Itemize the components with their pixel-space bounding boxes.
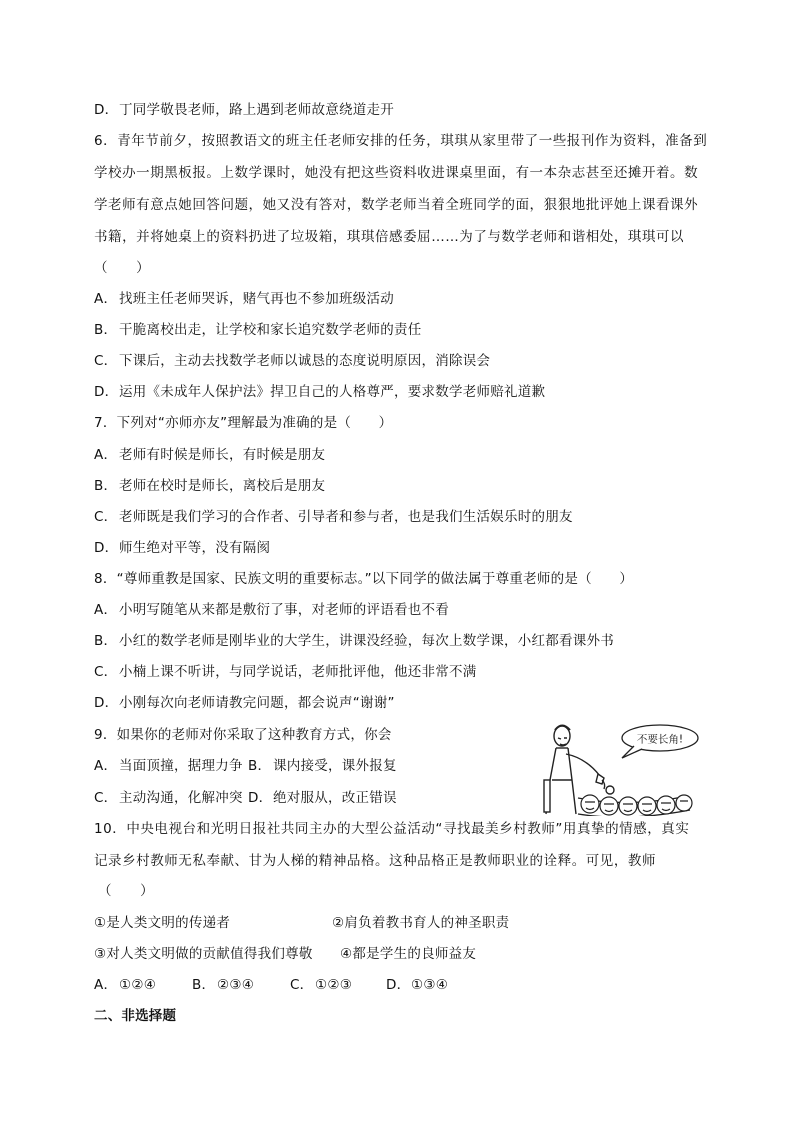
q7-option-b — [94, 477, 325, 495]
q6-stem-line: 学老师有意点她回答问题，她又没有答对，数学老师当着全班同学的面，狠狠地批评她上课看课外 — [94, 197, 699, 213]
option-label: D． — [94, 695, 119, 711]
section-title: 二、非选择题 — [94, 1008, 177, 1024]
option-text: 主动沟通，化解冲突 — [119, 790, 243, 806]
statement: ②肩负着教书育人的神圣职责 — [332, 915, 510, 931]
option-label: A． — [94, 977, 118, 993]
q10-stem-line: 记录乡村教师无私奉献、甘为人梯的精神品格。这种品格正是教师职业的诠释。可见，教师 — [94, 853, 656, 869]
option-text: ①③④ — [411, 977, 449, 993]
q10-stem-line: 10．中央电视台和光明日报社共同主办的大型公益活动“寻找最美乡村教师”用真挚的情感，真实 — [94, 821, 690, 837]
option-label: A． — [94, 758, 118, 774]
option-text: 丁同学敬畏老师，路上遇到老师故意绕道走开 — [119, 102, 394, 118]
option-label: B． — [94, 322, 118, 338]
option-label: B． — [94, 633, 118, 649]
q10-answer-blank: （ ） — [98, 883, 155, 899]
q6-stem-line: 学校办一期黑板报。上数学课时，她没有把这些资料收进课桌里面，有一本杂志甚至还摊开着。数 — [94, 165, 699, 181]
option-text: 老师既是我们学习的合作者、引导者和参与者，也是我们生活娱乐时的朋友 — [119, 509, 573, 525]
q9-option-b — [248, 757, 397, 775]
q8-option-d — [94, 694, 395, 712]
q6-answer-blank: （ ） — [94, 260, 151, 276]
q9-option-d — [248, 789, 397, 807]
q7-option-c — [94, 508, 573, 526]
teacher-cartoon-illustration — [538, 718, 700, 816]
option-text: 小楠上课不听讲，与同学说话，老师批评他，他还非常不满 — [119, 664, 477, 680]
q6-stem-line: 6．青年节前夕，按照教语文的班主任老师安排的任务，琪琪从家里带了一些报刊作为资料，准备到 — [94, 133, 708, 149]
q10-statements-row-1 — [94, 914, 510, 932]
option-label: D． — [94, 384, 119, 400]
option-label: C． — [94, 509, 118, 525]
cartoon-caption: 不要长角! — [636, 733, 684, 746]
q9-stem: 9．如果你的老师对你采取了这种教育方式，你会 — [94, 727, 392, 743]
statement: ③对人类文明做的贡献值得我们尊敬 — [94, 946, 313, 962]
option-text: 小红的数学老师是刚毕业的大学生，讲课没经验，每次上数学课，小红都看课外书 — [119, 633, 614, 649]
option-label: B． — [192, 977, 216, 993]
q10-option-a — [94, 976, 156, 994]
q10-option-c — [290, 976, 352, 994]
option-text: 小刚每次向老师请教完问题，都会说声“谢谢” — [119, 695, 395, 711]
option-text: 找班主任老师哭诉，赌气再也不参加班级活动 — [119, 291, 394, 307]
option-text: 干脆离校出走，让学校和家长追究数学老师的责任 — [119, 322, 422, 338]
option-text: ①②③ — [315, 977, 353, 993]
option-label: C． — [94, 353, 118, 369]
option-text: 运用《未成年人保护法》捍卫自己的人格尊严，要求数学老师赔礼道歉 — [119, 384, 546, 400]
option-label: C． — [290, 977, 314, 993]
q8-option-b — [94, 632, 614, 650]
q7-stem: 7．下列对“亦师亦友”理解最为准确的是（ ） — [94, 415, 393, 431]
option-text: 小明写随笔从来都是敷衍了事，对老师的评语看也不看 — [119, 602, 449, 618]
q6-option-c — [94, 352, 490, 370]
q7-option-d — [94, 539, 270, 557]
option-label: A． — [94, 447, 118, 463]
option-label: A． — [94, 602, 118, 618]
statement: ①是人类文明的传递者 — [94, 915, 231, 931]
q6-option-a — [94, 290, 394, 308]
option-label: D． — [94, 102, 119, 118]
option-text: 老师在校时是师长，离校后是朋友 — [119, 478, 326, 494]
option-text: 下课后，主动去找数学老师以诚恳的态度说明原因，消除误会 — [119, 353, 491, 369]
q10-option-d — [386, 976, 448, 994]
option-label: B． — [248, 758, 272, 774]
option-text: 课内接受，课外报复 — [273, 758, 397, 774]
option-text: 绝对服从，改正错误 — [273, 790, 397, 806]
option-label: C． — [94, 664, 118, 680]
q7-option-a — [94, 446, 325, 464]
option-label: D． — [94, 540, 119, 556]
q10-option-b — [192, 976, 254, 994]
q5-option-d — [94, 101, 394, 119]
option-label: A． — [94, 291, 118, 307]
option-label: B． — [94, 478, 118, 494]
q6-option-d — [94, 383, 545, 401]
speech-bubble — [622, 725, 698, 758]
statement: ④都是学生的良师益友 — [340, 946, 477, 962]
option-text: 当面顶撞，据理力争 — [119, 758, 243, 774]
q9-options-row-2 — [94, 789, 397, 807]
q8-option-c — [94, 663, 477, 681]
option-label: C． — [94, 790, 118, 806]
q8-option-a — [94, 601, 449, 619]
q9-options-row-1 — [94, 757, 397, 775]
option-text: 老师有时候是师长，有时候是朋友 — [119, 447, 326, 463]
q8-stem: 8．“尊师重教是国家、民族文明的重要标志。”以下同学的做法属于尊重老师的是（ ） — [94, 571, 634, 587]
option-text: ②③④ — [217, 977, 255, 993]
option-text: ①②④ — [119, 977, 157, 993]
q10-statements-row-2 — [94, 945, 477, 963]
option-text: 师生绝对平等，没有隔阂 — [119, 540, 271, 556]
option-label: D． — [386, 977, 411, 993]
option-label: D． — [248, 790, 273, 806]
q6-stem-line: 书籍，并将她桌上的资料扔进了垃圾箱，琪琪倍感委屈……为了与数学老师和谐相处，琪琪可以 — [94, 229, 685, 245]
q6-option-b — [94, 321, 422, 339]
